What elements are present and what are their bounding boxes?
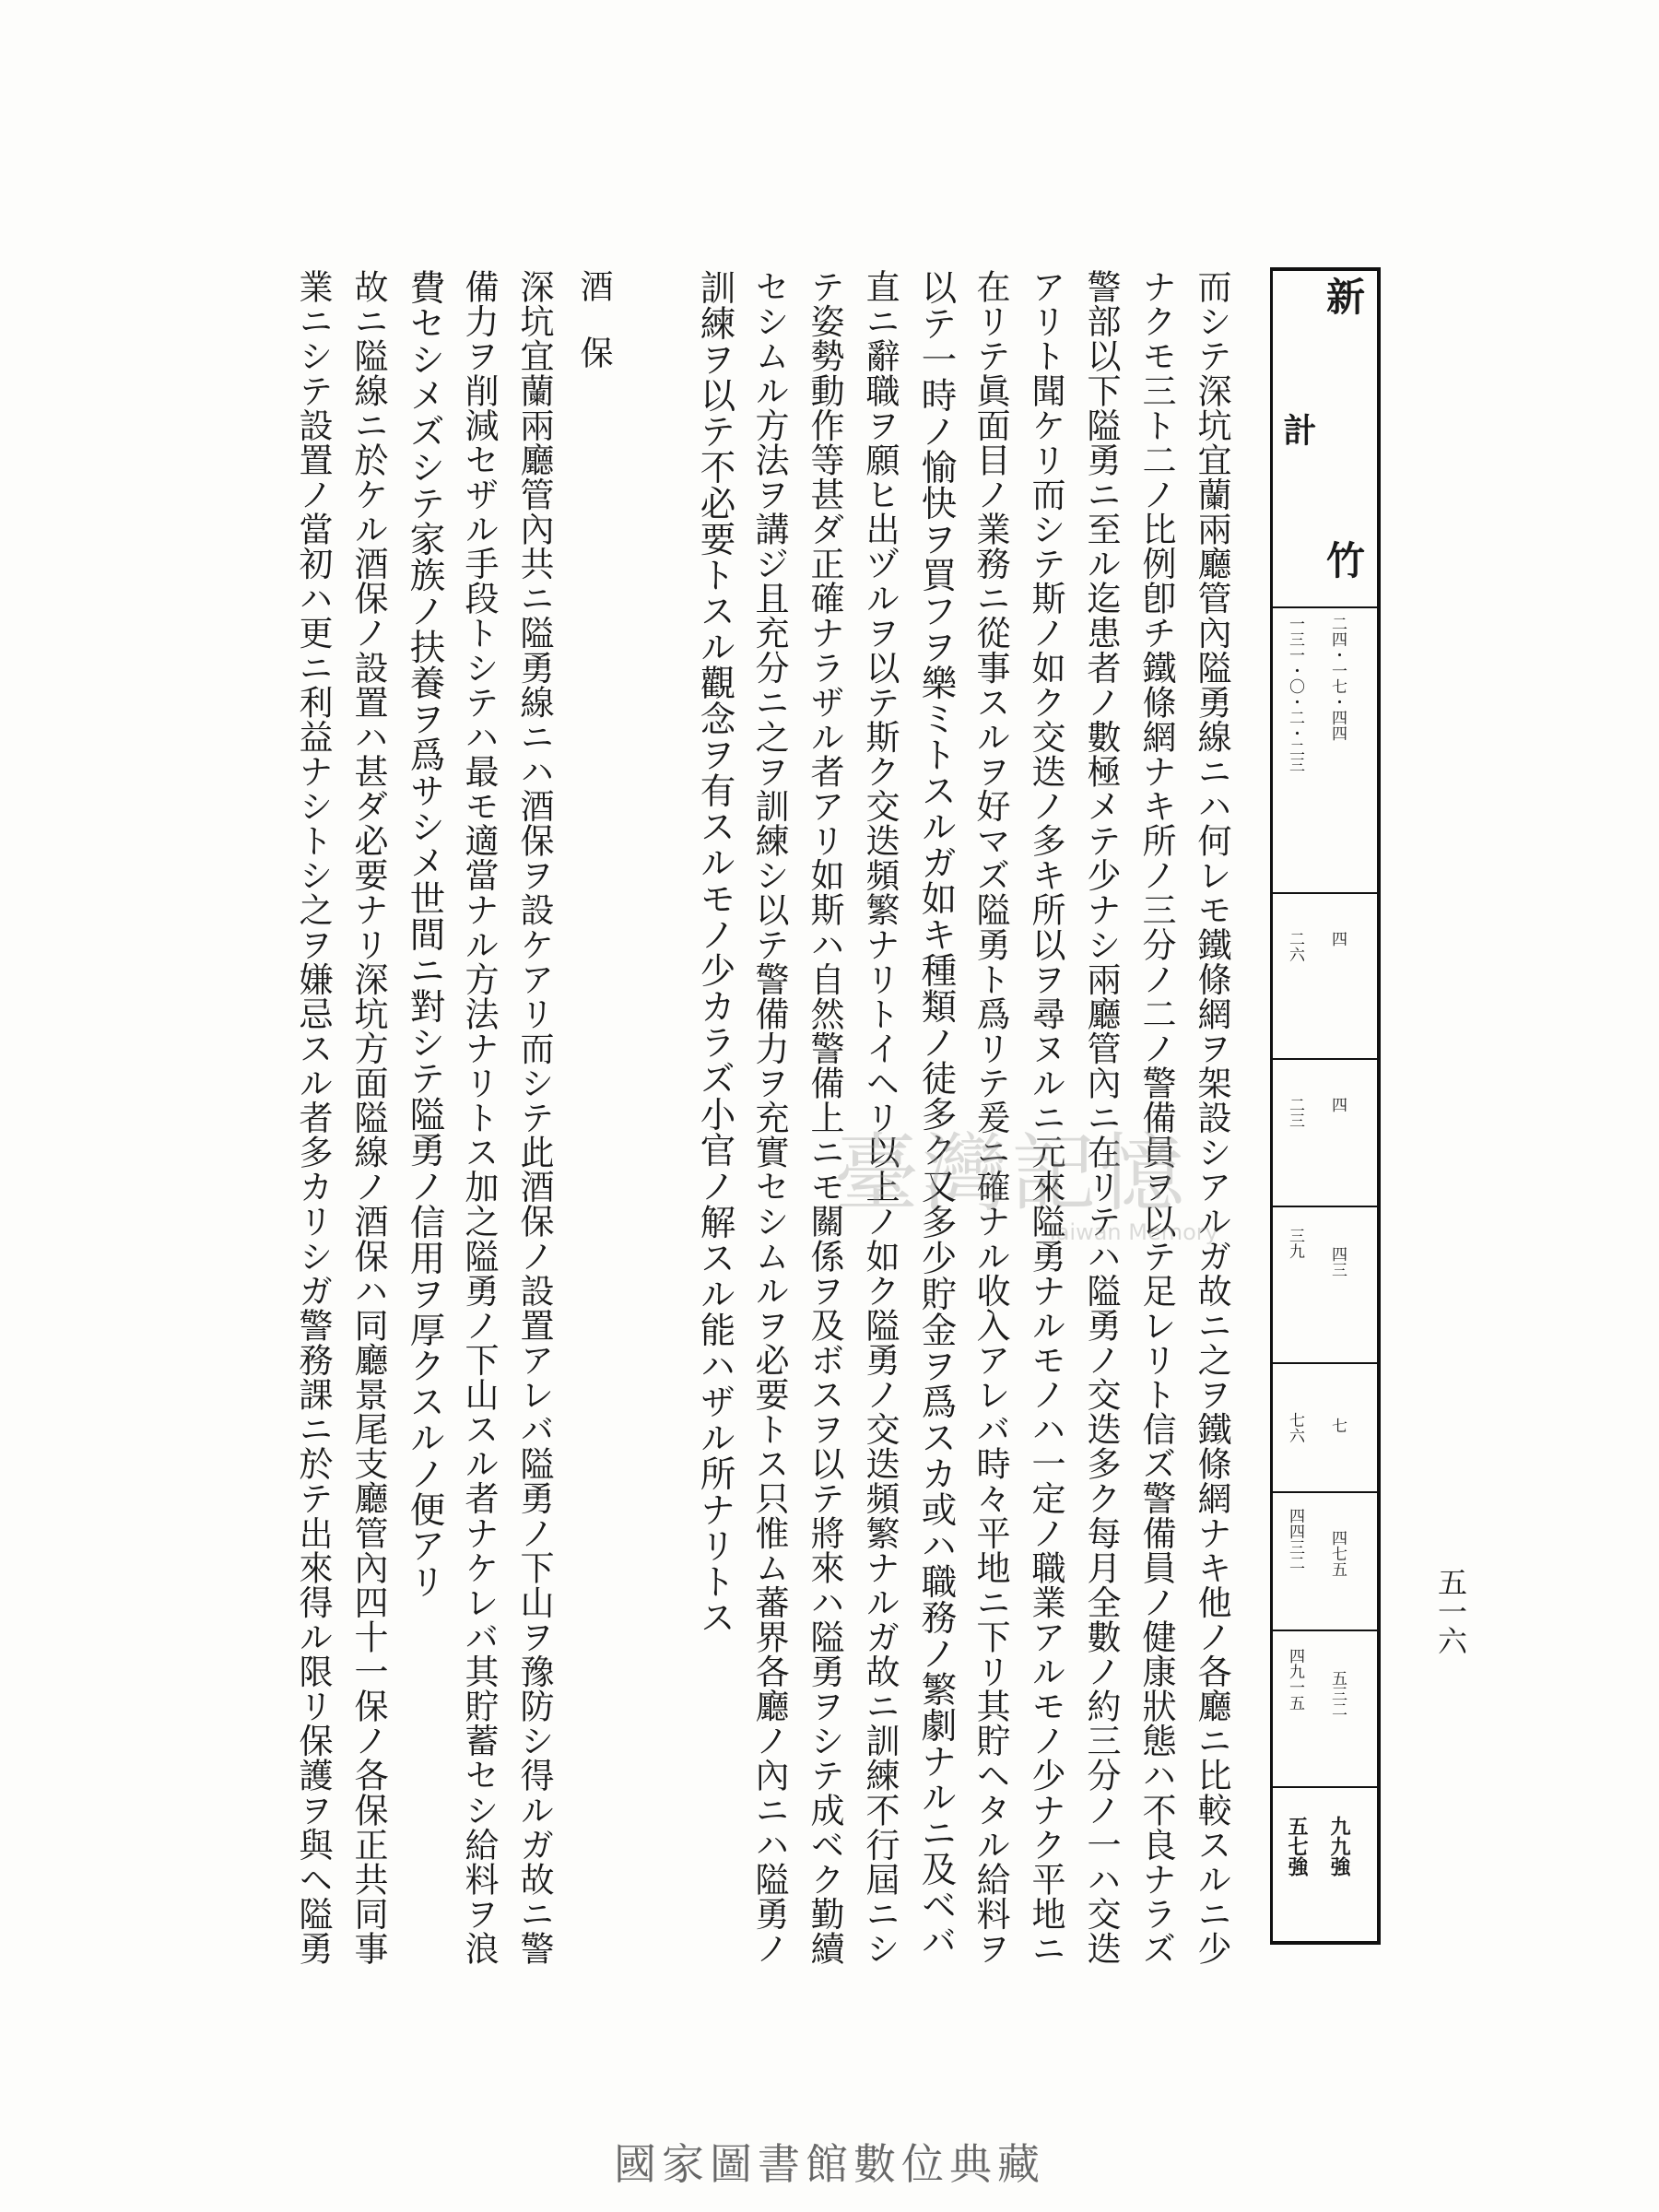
table-cell: 二四・一七・四四 bbox=[1328, 616, 1347, 741]
table-cell: 七 bbox=[1328, 1418, 1347, 1433]
table-cell: 四九一五 bbox=[1286, 1648, 1304, 1711]
table-cell: 三九 bbox=[1286, 1228, 1304, 1259]
table-divider-8 bbox=[1270, 1786, 1379, 1788]
table-cell: 四四三二 bbox=[1286, 1508, 1304, 1571]
table-divider-6 bbox=[1270, 1491, 1379, 1493]
body-column: 故ニ隘線ニ於ケル酒保ノ設置ハ甚ダ必要ナリ深坑方面隘線ノ酒保ハ同廳景尾支廳管內四十一保ノ各保正共同事 bbox=[348, 269, 389, 1966]
footer-archive-label: 國家圖書館數位典藏 bbox=[614, 2139, 1045, 2189]
body-column: 而シテ深坑宜蘭兩廳管內隘勇線ニハ何レモ鐵條網ヲ架設シアルガ故ニ之ヲ鐵條網ナキ他ノ各廳ニ比較スルニ少 bbox=[1192, 269, 1232, 1966]
body-column: セシムル方法ヲ講ジ且充分ニ之ヲ訓練シ以テ警備力ヲ充實セシムルヲ必要トス只惟ム蕃界各廳ノ內ニハ隘勇ノ bbox=[749, 269, 790, 1966]
body-column: ナクモ三ト二ノ比例卽チ鐵條網ナキ所ノ三分ノ二ノ警備員ヲ以テ足レリト信ズ警備員ノ健康狀態ハ不良ナラズ bbox=[1136, 269, 1177, 1966]
body-column: 訓練ヲ以テ不必要トスル觀念ヲ有スルモノ少カラズ小官ノ解スル能ハザル所ナリトス bbox=[694, 269, 736, 1635]
body-column: 在リテ眞面目ノ業務ニ從事スルヲ好マズ隘勇ト爲リテ爰ニ確ナル收入アレバ時々平地ニ下リ其貯ヘタル給料ヲ bbox=[971, 269, 1011, 1966]
table-cell: 二六 bbox=[1286, 931, 1304, 962]
body-column: アリト聞ケリ而シテ斯ノ如ク交迭ノ多キ所以ヲ尋ヌルニ元來隘勇ナルモノハ一定ノ職業アルモノ少ナク平地ニ bbox=[1026, 269, 1066, 1966]
table-cell: 五三二 bbox=[1328, 1670, 1347, 1717]
table-cell: 四 bbox=[1328, 931, 1347, 947]
table-divider-2 bbox=[1270, 892, 1379, 894]
table-cell: 一三一・〇・二・二三 bbox=[1286, 616, 1304, 772]
body-column: 業ニシテ設置ノ當初ハ更ニ利益ナシトシ之ヲ嫌忌スル者多カリシガ警務課ニ於テ出來得ル限リ保護ヲ與ヘ隘勇 bbox=[293, 269, 334, 1966]
table-cell: 四七五 bbox=[1328, 1530, 1347, 1577]
body-column: テ姿勢動作等甚ダ正確ナラザル者アリ如斯ハ自然警備上ニモ關係ヲ及ボスヲ以テ將來ハ隘勇ヲシテ成ベク勤續 bbox=[805, 269, 845, 1966]
page-number: 五一六 bbox=[1433, 1567, 1468, 1655]
table-cell: 四三 bbox=[1328, 1246, 1347, 1277]
table-region-top: 新 bbox=[1321, 276, 1366, 315]
table-row-label: 計 bbox=[1278, 413, 1317, 446]
table-cell: 五七強 bbox=[1285, 1816, 1309, 1877]
table-cell: 九九強 bbox=[1327, 1816, 1351, 1877]
table-region-bottom: 竹 bbox=[1321, 540, 1366, 579]
body-column: 備力ヲ削減セザル手段トシテハ最モ適當ナル方法ナリトス加之隘勇ノ下山スル者ナケレバ其貯蓄セシ給料ヲ浪 bbox=[459, 269, 500, 1966]
table-cell: 二三 bbox=[1286, 1097, 1304, 1128]
table-right-rule bbox=[1377, 267, 1381, 1945]
table-bottom-rule bbox=[1270, 1941, 1381, 1945]
body-column: 警部以下隘勇ニ至ル迄患者ノ數極メテ少ナシ兩廳管內ニ在リテハ隘勇ノ交迭多ク每月全數ノ約三分ノ一ハ交迭 bbox=[1081, 269, 1122, 1966]
table-top-rule bbox=[1270, 267, 1381, 271]
table-divider-3 bbox=[1270, 1058, 1379, 1060]
body-column: 直ニ辭職ヲ願ヒ出ヅルヲ以テ斯ク交迭頻繁ナリトイヘリ以上ノ如ク隘勇ノ交迭頻繁ナルガ故ニ訓練不行屆ニシ bbox=[860, 269, 900, 1966]
table-cell: 七六 bbox=[1286, 1412, 1304, 1443]
body-column: 費セシメズシテ家族ノ扶養ヲ爲サシメ世間ニ對シテ隘勇ノ信用ヲ厚クスルノ便アリ bbox=[404, 269, 446, 1599]
table-divider-1 bbox=[1270, 606, 1379, 608]
body-column: 深坑宜蘭兩廳管內共ニ隘勇線ニハ酒保ヲ設ケアリ而シテ此酒保ノ設置アレバ隘勇ノ下山ヲ豫防シ得ルガ故ニ警 bbox=[514, 269, 555, 1966]
section-heading: 酒 保 bbox=[575, 269, 613, 369]
table-divider-5 bbox=[1270, 1362, 1379, 1364]
table-inner-rule bbox=[1270, 267, 1273, 1945]
table-divider-7 bbox=[1270, 1630, 1379, 1631]
watermark-logo bbox=[834, 1124, 1313, 1252]
watermark-text: 臺灣記憶 bbox=[834, 1124, 1189, 1223]
body-column: 以テ一時ノ愉快ヲ買フヲ樂ミトスルガ如キ種類ノ徒多ク又多少貯金ヲ爲スカ或ハ職務ノ繁劇ナルニ及ベバ bbox=[915, 269, 958, 1959]
watermark-subtext: Taiwan Memory bbox=[1046, 1219, 1218, 1245]
table-cell: 四 bbox=[1328, 1097, 1347, 1112]
